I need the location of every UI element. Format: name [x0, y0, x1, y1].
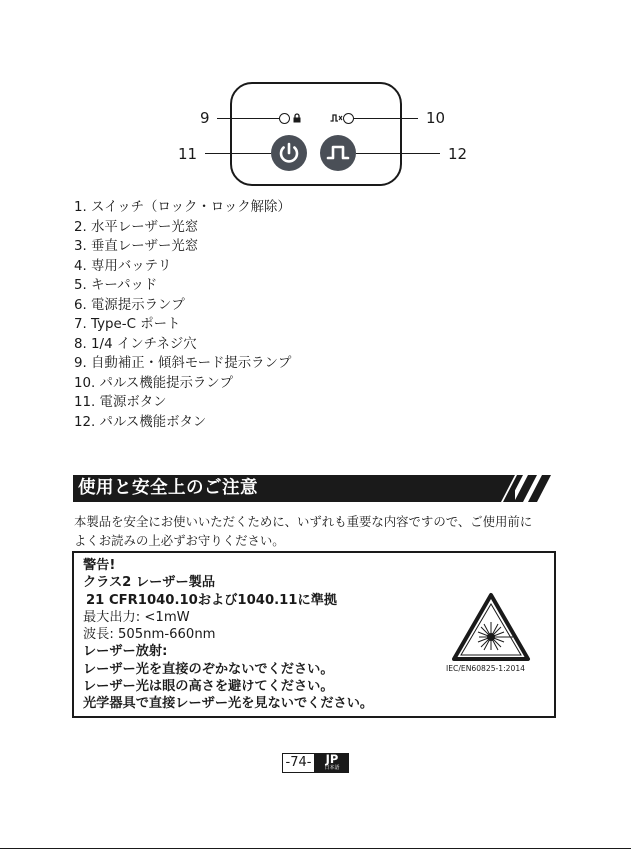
warning-heading: 警告!: [83, 558, 116, 573]
parts-list-item: 5. キーパッド: [74, 278, 158, 293]
warning-line: レーザー放射:: [83, 644, 168, 660]
pulse-indicator-led: [343, 113, 354, 124]
parts-list-item: 8. 1/4 インチネジ穴: [74, 336, 197, 352]
tilt-mode-indicator-led: [279, 113, 290, 124]
language-code: JP: [325, 752, 339, 766]
pulse-mode-icon: [330, 113, 343, 123]
parts-list-item: 9. 自動補正・傾斜モード提示ランプ: [74, 356, 292, 371]
callout-line-9: [217, 118, 279, 119]
keypad-outline: [230, 82, 402, 186]
intro-line: よくお読みの上必ずお守りください。: [74, 533, 285, 548]
bottom-divider: [0, 848, 631, 849]
warning-line: 光学器具で直接レーザー光を見ないでください。: [83, 696, 374, 712]
section-title: 使用と安全上のご注意: [78, 478, 258, 498]
parts-list-item: 6. 電源提示ランプ: [74, 297, 185, 313]
parts-list-item: 3. 垂直レーザー光窓: [74, 239, 199, 254]
callout-11: 11: [178, 145, 198, 163]
callout-10: 10: [426, 109, 446, 127]
intro-line: 本製品を安全にお使いいただくために、いずれも重要な内容ですので、ご使用前に: [74, 514, 533, 529]
callout-9: 9: [200, 109, 210, 127]
page-number: -74-: [282, 753, 315, 773]
warning-line: 21 CFR1040.10および1040.11に準拠: [86, 592, 338, 608]
warning-line: レーザー光を直接のぞかないでください。: [83, 661, 334, 677]
callout-line-12: [356, 153, 440, 154]
power-icon: [271, 135, 307, 171]
language-name: 日本語: [324, 765, 340, 771]
parts-list: [74, 198, 291, 432]
parts-list-item: 11. 電源ボタン: [74, 395, 167, 410]
parts-list-item: 2. 水平レーザー光窓: [74, 219, 199, 235]
safety-intro: [74, 512, 564, 550]
parts-list-item: 1. スイッチ（ロック・ロック解除）: [74, 200, 291, 215]
parts-list-item: 10. パルス機能提示ランプ: [74, 375, 234, 391]
power-button[interactable]: [271, 135, 307, 171]
lock-icon: [293, 113, 301, 123]
warning-text: [83, 557, 373, 713]
pulse-button[interactable]: [320, 135, 356, 171]
warning-line: レーザー光は眼の高さを避けてください。: [83, 679, 334, 695]
warning-line: 最大出力: <1mW: [83, 609, 190, 625]
pulse-wave-icon: [320, 135, 356, 171]
language-badge: [315, 753, 349, 773]
warning-line: クラス2 レーザー製品: [83, 575, 216, 591]
parts-list-item: 12. パルス機能ボタン: [74, 414, 207, 430]
callout-line-11: [205, 153, 271, 154]
callout-line-10: [354, 118, 418, 119]
callout-12: 12: [448, 145, 468, 163]
standard-caption: IEC/EN60825-1:2014: [446, 664, 525, 673]
slash-decoration: [500, 475, 560, 502]
parts-list-item: 7. Type-C ポート: [74, 317, 181, 332]
laser-warning-icon: [451, 592, 531, 662]
parts-list-item: 4. 専用バッテリ: [74, 258, 172, 274]
warning-line: 波長: 505nm-660nm: [83, 627, 216, 643]
